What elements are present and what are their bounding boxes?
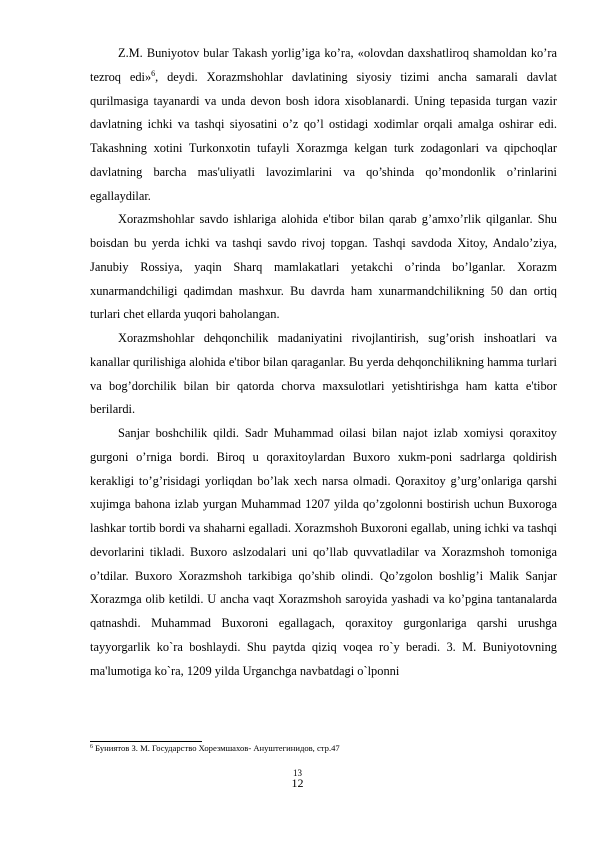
footnote-reference[interactable]: 6 [151, 68, 156, 78]
body-text [90, 42, 557, 683]
paragraph-2: Xorazmshohlar savdo ishlariga alohida e'tibor bilan qarab g’amxo’rlik qilganlar. Shu boisdan bu yerda ichki va tashqi savdo rivoj topgan. Tashqi savdoda Xitoy, Andalo’ziya, Janubiy Rossiya, yaqin Sharq mamlakatlari yetakchi o’rinda bo’lganlar. Xorazm xunarmandchiligi qadimdan mashxur. Bu davrda ham xunarmandchilikning 50 dan ortiq turlari chet ellarda yuqori baholangan. [90, 212, 557, 322]
paragraph-1 [90, 42, 557, 208]
page-number-small: 13 [293, 768, 302, 778]
footnote-text: Буниятов З. М. Государство Хорезмшахов- Ануштегинидов, стр.47 [93, 743, 340, 753]
paragraph-1-text-before: Z.M. Buniyotov bular Takash yorlig’iga ko’ra, «olovdan daxshatliroq shamoldan ko’ra tezroq edi» [90, 46, 557, 84]
page-number: 12 [291, 776, 304, 790]
paragraph-1-text-after: , deydi. Xorazmshohlar davlatining siyosiy tizimi ancha samarali davlat qurilmasiga tayanardi va unda devon bosh idora xisoblanardi. Uning tepasida turgan vazir davlatning ichki va tashqi siyosatini o’z qo’l ostidagi xodimlar orqali amalga oshirar edi. Takashning xotini Turkonxotin tufayli Xorazmga kelgan turk zodagonlari va qipchoqlar davlatning barcha mas'uliyatli lavozimlarini va qo’shinda qo’mondonlik o’rinlarini egallaydilar. [90, 69, 558, 203]
paragraph-4: Sanjar boshchilik qildi. Sadr Muhammad oilasi bilan najot izlab xomiysi qoraxitoy gurgoni o’rniga bordi. Biroq u qoraxitoylardan Buxoro xukm-poni sadrlarga qoldirish kerakligi to’g’risidagi yorliqdan bo’lak xech narsa olmadi. Qoraxitoy g’urg’onlariga qarshi xujimga bahona izlab yurgan Muhammad 1207 yilda qo’zgolonni bostirish uchun Buxoroga lashkar tortib bordi va shaharni egalladi. Xorazmshoh Buxoroni egallab, uning ichki va tashqi devorlarini tikladi. Buxoro aslzodalari uni qo’llab quvvatladilar va Xorazmshoh tomoniga o’tdilar. Buxoro Xorazmshoh tarkibiga qo’shib olindi. Qo’zgolon boshlig’i Malik Sanjar Xorazmga olib ketildi. U ancha vaqt Xorazmshoh saroyida yashadi va ko’pgina tantanalarda qatnashdi. Muhammad Buxoroni egallagach, qoraxitoy gurgonlariga qarshi urushga tayyorgarlik ko`ra boshlaydi. Shu paytda qiziq voqea ro`y beradi. 3. M. Buniyotovning ma'lumotiga ko`ra, 1209 yilda Urganchga navbatdagi o`lponni [90, 426, 557, 678]
paragraph-3: Xorazmshohlar dehqonchilik madaniyatini rivojlantirish, sug’orish inshoatlari va kanallar qurilishiga alohida e'tibor bilan qaraganlar. Bu yerda dehqonchilikning hamma turlari va bog’dorchilik bilan bir qatorda chorva maxsulotlari yetishtirishga ham katta e'tibor berilardi. [90, 331, 557, 417]
footnote [90, 742, 557, 754]
footnote-number: 6 [90, 744, 93, 750]
